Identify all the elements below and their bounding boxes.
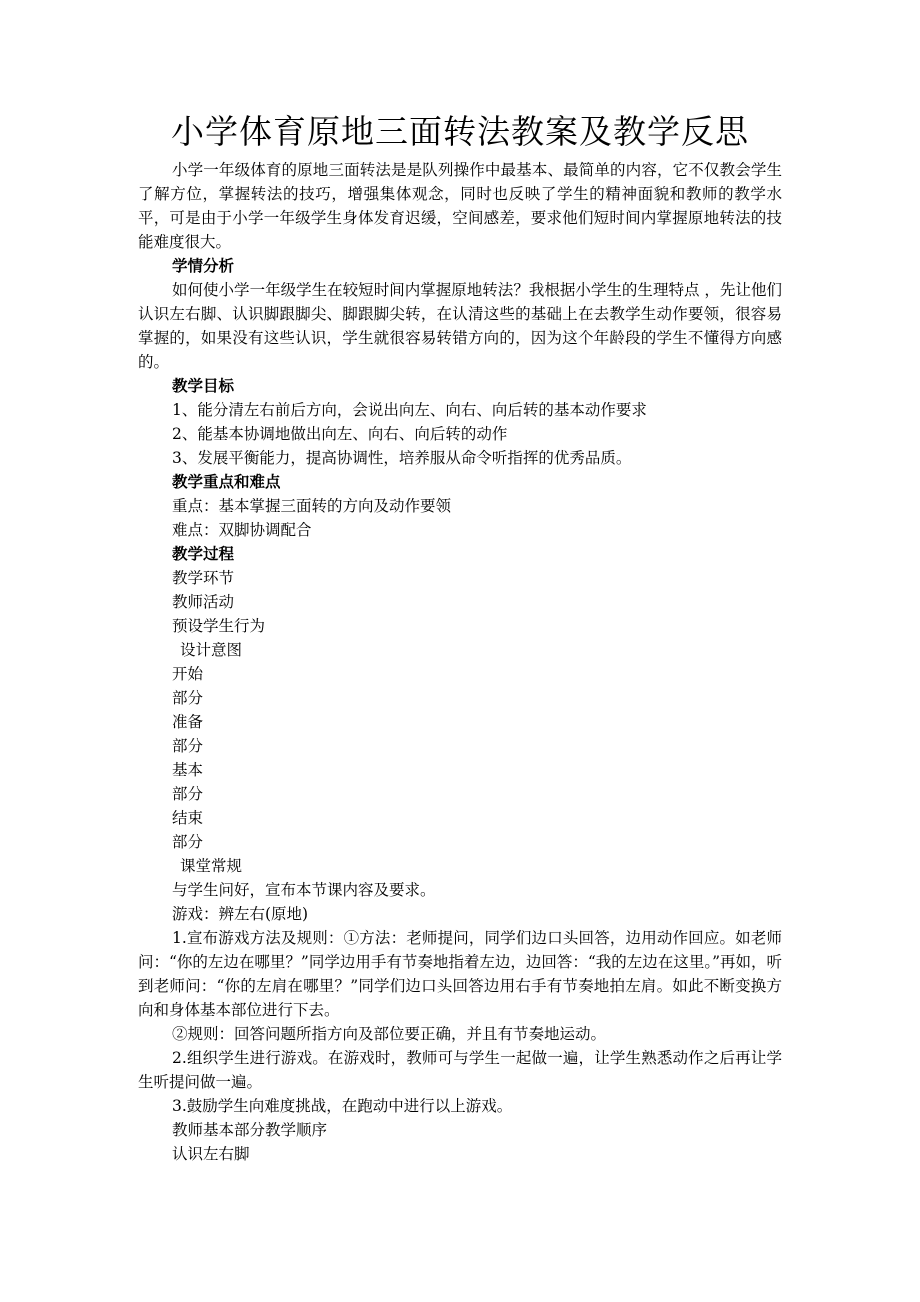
document-body <box>138 158 782 1166</box>
key-focus: 重点：基本掌握三面转的方向及动作要领 <box>172 497 452 515</box>
document-title: 小学体育原地三面转法教案及教学反思 <box>171 112 749 151</box>
class-routine: 课堂常规 <box>180 857 243 875</box>
stage-label: 部分 <box>172 833 204 851</box>
game-step-3: 3.鼓励学生向难度挑战，在跑动中进行以上游戏。 <box>172 1097 513 1115</box>
situation-paragraph: 如何使小学一年级学生在较短时间内掌握原地转法？我根据小学生的生理特点 ，先让他们认识左右脚、认识脚跟脚尖、脚跟脚尖转，在认清这些的基础上在去教学生动作要领，很容易掌握的，如果没有这些认识，学生就很容易转错方向的，因为这个年龄段的学生不懂得方向感的。 <box>138 281 782 371</box>
game-step-1: 1.宣布游戏方法及规则：①方法：老师提问，同学们边口头回答，边用动作回应。如老师问：“你的左边在哪里？”同学边用手有节奏地指着左边，边回答：“我的左边在这里。”再如，听到老师问：“你的左肩在哪里？”同学们边口头回答边用右手有节奏地拍左肩。如此不断变换方向和身体基本部位进行下去。 <box>138 929 782 1019</box>
greeting-line: 与学生问好，宣布本节课内容及要求。 <box>172 881 436 899</box>
key-difficulty: 难点：双脚协调配合 <box>172 521 312 539</box>
feet-line: 认识左右脚 <box>172 1145 250 1163</box>
column-stage: 教学环节 <box>172 569 235 587</box>
section-heading-process: 教学过程 <box>172 544 235 563</box>
basic-order-line: 教师基本部分教学顺序 <box>172 1121 328 1139</box>
stage-label: 部分 <box>172 785 204 803</box>
goal-item: 3、发展平衡能力，提高协调性，培养服从命令听指挥的优秀品质。 <box>172 449 632 467</box>
section-heading-key-points: 教学重点和难点 <box>172 472 281 491</box>
goal-item: 2、能基本协调地做出向左、向右、向后转的动作 <box>172 425 508 443</box>
stage-label: 准备 <box>172 713 204 731</box>
column-student: 预设学生行为 <box>172 617 266 635</box>
stage-label: 开始 <box>172 665 204 683</box>
column-intent: 设计意图 <box>180 641 243 659</box>
game-rule: ②规则：回答问题所指方向及部位要正确，并且有节奏地运动。 <box>172 1025 607 1043</box>
game-title: 游戏：辨左右(原地) <box>172 905 309 923</box>
stage-label: 基本 <box>172 761 204 779</box>
stage-label: 结束 <box>172 809 204 827</box>
goal-item: 1、能分清左右前后方向，会说出向左、向右、向后转的基本动作要求 <box>172 401 647 419</box>
game-step-2: 2.组织学生进行游戏。在游戏时，教师可与学生一起做一遍，让学生熟悉动作之后再让学生听提问做一遍。 <box>138 1049 782 1091</box>
stage-label: 部分 <box>172 737 204 755</box>
column-teacher: 教师活动 <box>172 593 235 611</box>
stage-label: 部分 <box>172 689 204 707</box>
section-heading-situation: 学情分析 <box>172 256 235 275</box>
section-heading-goals: 教学目标 <box>172 376 235 395</box>
intro-paragraph: 小学一年级体育的原地三面转法是是队列操作中最基本、最简单的内容，它不仅教会学生了解方位，掌握转法的技巧，增强集体观念，同时也反映了学生的精神面貌和教师的教学水平，可是由于小学一年级学生身体发育迟缓，空间感差，要求他们短时间内掌握原地转法的技能难度很大。 <box>138 161 782 251</box>
